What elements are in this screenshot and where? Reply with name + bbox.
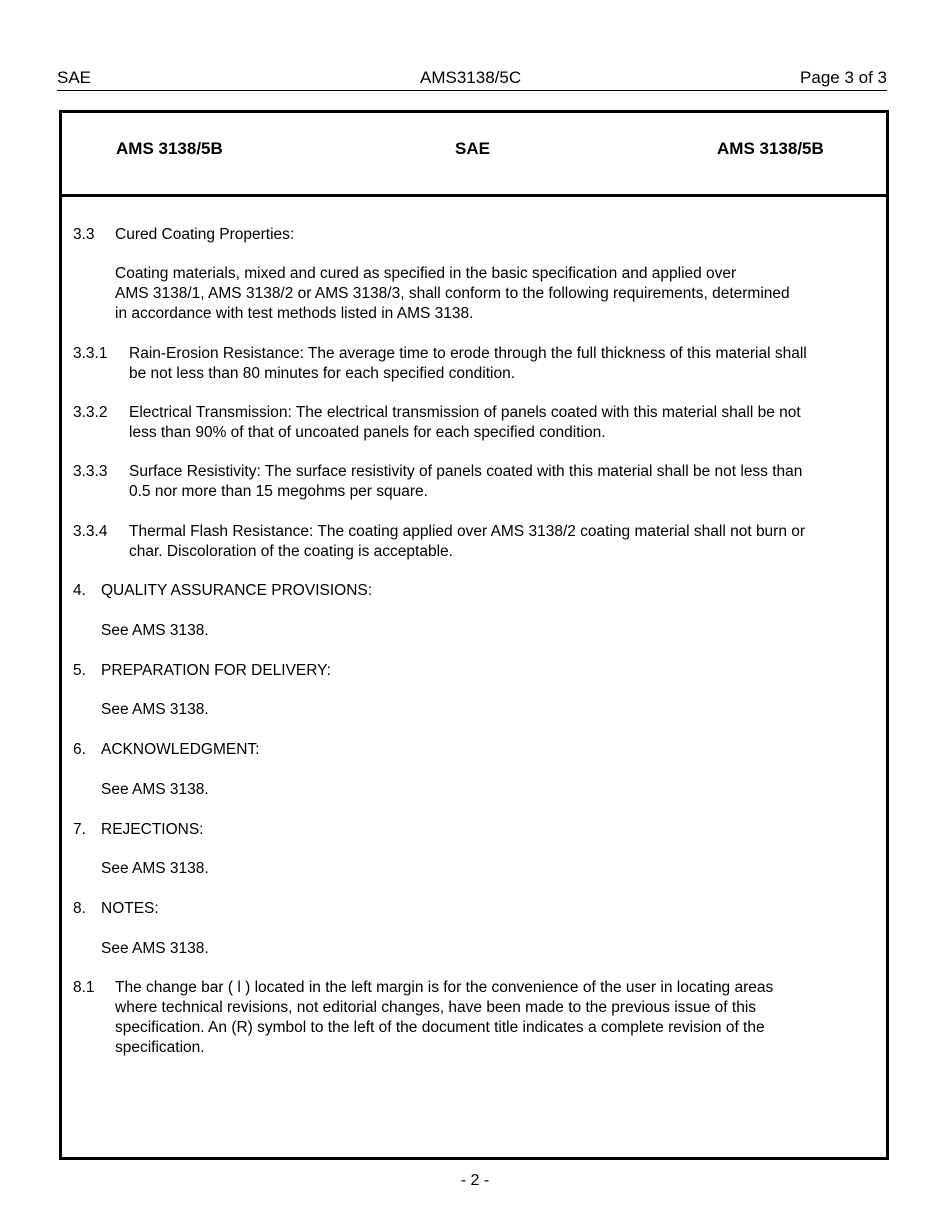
- section-number: 3.3.4: [73, 523, 108, 540]
- section-number: 3.3.2: [73, 404, 108, 421]
- section-heading: NOTES:: [101, 900, 159, 917]
- paragraph-line: The change bar ( l ) located in the left margin is for the convenience of the user in locating areas: [115, 979, 774, 996]
- paragraph-line: specification. An (R) symbol to the left of the document title indicates a complete revision of the: [115, 1019, 765, 1036]
- section-number: 6.: [73, 741, 86, 758]
- section-number: 7.: [73, 821, 86, 838]
- paragraph-line: See AMS 3138.: [101, 622, 209, 639]
- paragraph-line: Surface Resistivity: The surface resistivity of panels coated with this material shall be not less than: [129, 463, 803, 480]
- paragraph-line: See AMS 3138.: [101, 701, 209, 718]
- paragraph-line: where technical revisions, not editorial changes, have been made to the previous issue of this: [115, 999, 757, 1016]
- section-heading: QUALITY ASSURANCE PROVISIONS:: [101, 582, 373, 599]
- paragraph-line: See AMS 3138.: [101, 860, 209, 877]
- section-number: 4.: [73, 582, 86, 599]
- section-number: 8.: [73, 900, 86, 917]
- section-number: 3.3.3: [73, 463, 108, 480]
- section-number: 8.1: [73, 979, 95, 996]
- section-heading: REJECTIONS:: [101, 821, 204, 838]
- paragraph-line: Thermal Flash Resistance: The coating applied over AMS 3138/2 coating material shall not burn or: [129, 523, 806, 540]
- header-doc-number: AMS3138/5C: [420, 68, 522, 87]
- header-page-number: Page 3 of 3: [800, 68, 887, 87]
- header-org: SAE: [57, 68, 92, 87]
- paragraph-line: Rain-Erosion Resistance: The average time to erode through the full thickness of this material shall: [129, 345, 807, 362]
- frame-header-center: SAE: [455, 139, 490, 158]
- section-number: 5.: [73, 662, 86, 679]
- frame-header: [62, 113, 886, 197]
- paragraph-line: 0.5 nor more than 15 megohms per square.: [129, 483, 428, 500]
- paragraph-line: See AMS 3138.: [101, 940, 209, 957]
- paragraph-line: char. Discoloration of the coating is acceptable.: [129, 543, 453, 560]
- section-heading: PREPARATION FOR DELIVERY:: [101, 662, 331, 679]
- section-number: 3.3.1: [73, 345, 108, 362]
- paragraph-line: Coating materials, mixed and cured as specified in the basic specification and applied over: [115, 265, 737, 282]
- section-number: 3.3: [73, 226, 95, 243]
- document-frame: [59, 110, 889, 1160]
- running-header: [57, 68, 887, 91]
- section-heading: Cured Coating Properties:: [115, 226, 295, 243]
- paragraph-line: See AMS 3138.: [101, 781, 209, 798]
- paragraph-line: AMS 3138/1, AMS 3138/2 or AMS 3138/3, shall conform to the following requirements, determined: [115, 285, 790, 302]
- paragraph-line: less than 90% of that of uncoated panels for each specified condition.: [129, 424, 606, 441]
- paragraph-line: Electrical Transmission: The electrical transmission of panels coated with this material shall be not: [129, 404, 801, 421]
- paragraph-line: specification.: [115, 1039, 205, 1056]
- frame-header-left: AMS 3138/5B: [116, 139, 223, 158]
- paragraph-line: in accordance with test methods listed in AMS 3138.: [115, 305, 474, 322]
- page-footer: - 2 -: [460, 1172, 490, 1189]
- section-heading: ACKNOWLEDGMENT:: [101, 741, 260, 758]
- frame-header-right: AMS 3138/5B: [717, 139, 824, 158]
- paragraph-line: be not less than 80 minutes for each specified condition.: [129, 365, 516, 382]
